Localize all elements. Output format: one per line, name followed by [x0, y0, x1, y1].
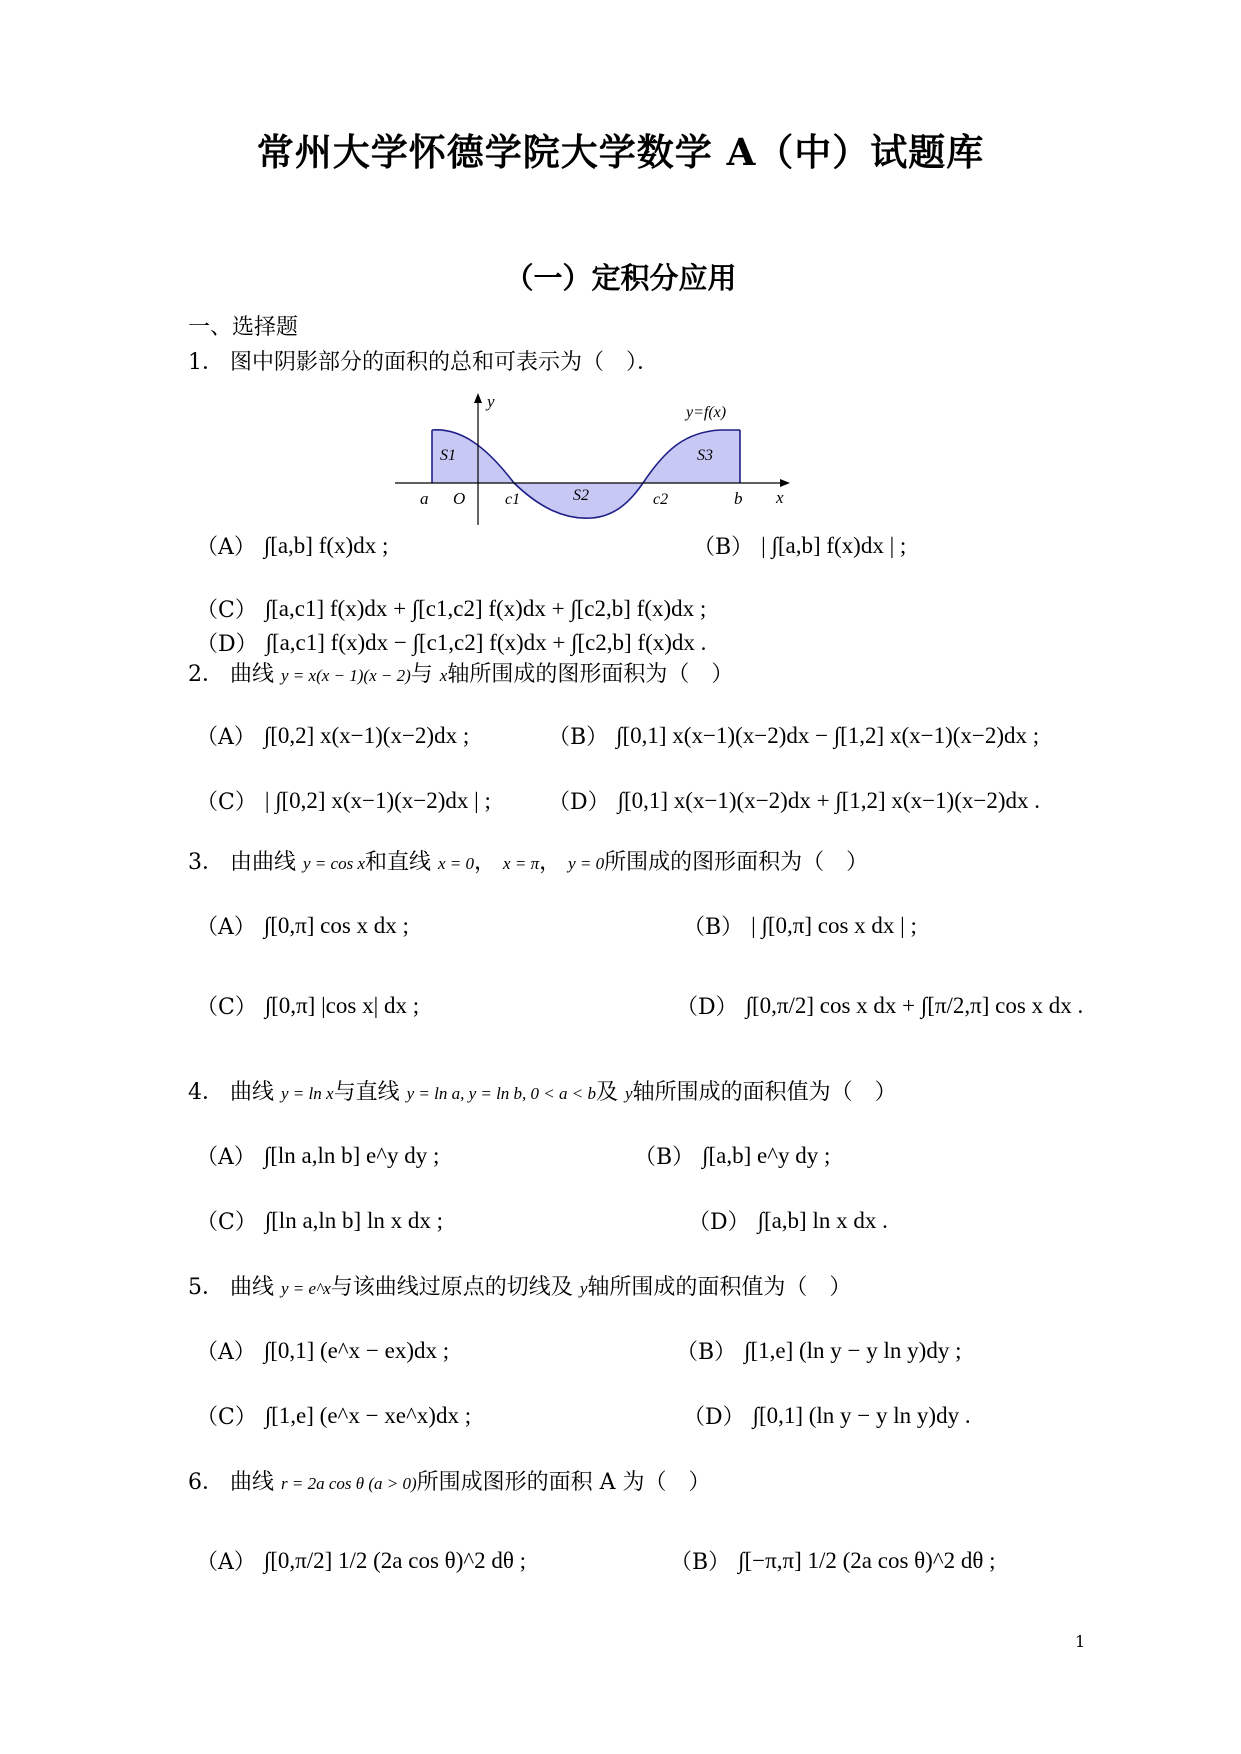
question-6: 6． 曲线 r = 2a cos θ (a > 0)所围成图形的面积 A 为（ ） [188, 1470, 711, 1495]
chapter-title: （一）定积分应用 [504, 261, 737, 295]
tick-b: b [734, 489, 743, 508]
question-3: 3． 由曲线 y = cos x和直线 x = 0， x = π， y = 0所围成的图形面积为（ ） [188, 850, 869, 875]
q4-option-a: （A） ∫[ln a,ln b] e^y dy ; [196, 1142, 440, 1170]
q1-option-d: （D） ∫[a,c1] f(x)dx − ∫[c1,c2] f(x)dx + ∫[c2,b] f(x)dx . [196, 629, 707, 657]
question-1 [188, 345, 659, 376]
region-s2-label: S2 [573, 487, 589, 504]
stem-math: y = x(x − 1)(x − 2) [281, 666, 411, 685]
q3-option-d: （D） ∫[0,π/2] cos x dx + ∫[π/2,π] cos x dx . [676, 992, 1084, 1020]
q5-option-d: （D） ∫[0,1] (ln y − y ln y)dy . [683, 1402, 971, 1430]
question-5: 5． 曲线 y = e^x与该曲线过原点的切线及 y轴所围成的面积值为（ ） [188, 1275, 852, 1300]
tick-c1: c1 [505, 491, 521, 508]
q4-option-b: （B） ∫[a,b] e^y dy ; [634, 1142, 831, 1170]
tick-a: a [420, 489, 429, 508]
y-axis-label: y [487, 392, 495, 411]
q6-option-a: （A） ∫[0,π/2] 1/2 (2a cos θ)^2 dθ ; [196, 1547, 527, 1575]
q5-option-a: （A） ∫[0,1] (e^x − ex)dx ; [196, 1337, 450, 1365]
q6-option-b: （B） ∫[−π,π] 1/2 (2a cos θ)^2 dθ ; [670, 1547, 996, 1575]
x-axis-label: x [776, 488, 784, 507]
q1-option-c: （C） ∫[a,c1] f(x)dx + ∫[c1,c2] f(x)dx + ∫[c2,b] f(x)dx ; [196, 595, 707, 623]
question-stem: 图中阴影部分的面积的总和可表示为（ ）． [230, 350, 660, 375]
page-number: 1 [1075, 1632, 1086, 1651]
question-2: 2． 曲线 y = x(x − 1)(x − 2)与 x轴所围成的图形面积为（ ） [188, 662, 734, 687]
q1-option-b: （B） | ∫[a,b] f(x)dx | ; [693, 532, 907, 560]
region-s3-label: S3 [697, 447, 713, 464]
q2-option-d: （D） ∫[0,1] x(x−1)(x−2)dx + ∫[1,2] x(x−1)(x−2)dx . [548, 787, 1041, 815]
q4-option-c: （C） ∫[ln a,ln b] ln x dx ; [196, 1207, 443, 1235]
q2-option-b: （B） ∫[0,1] x(x−1)(x−2)dx − ∫[1,2] x(x−1)(x−2)dx ; [548, 722, 1040, 750]
q3-option-b: （B） | ∫[0,π] cos x dx | ; [683, 912, 917, 940]
area-figure [390, 390, 810, 530]
region-s3 [643, 430, 740, 483]
curve-label: y=f(x) [686, 404, 727, 421]
question-4: 4． 曲线 y = ln x与直线 y = ln a, y = ln b, 0 < a < b及 y轴所围成的面积值为（ ） [188, 1080, 897, 1105]
document-title: 常州大学怀德学院大学数学 A（中）试题库 [256, 130, 985, 174]
q1-option-a: （A） ∫[a,b] f(x)dx ; [196, 532, 389, 560]
tick-origin: O [453, 489, 466, 508]
tick-c2: c2 [653, 491, 669, 508]
q5-option-b: （B） ∫[1,e] (ln y − y ln y)dy ; [676, 1337, 962, 1365]
q3-option-a: （A） ∫[0,π] cos x dx ; [196, 912, 409, 940]
region-s1-label: S1 [440, 447, 456, 464]
q2-option-c: （C） | ∫[0,2] x(x−1)(x−2)dx | ; [196, 787, 491, 815]
q4-option-d: （D） ∫[a,b] ln x dx . [688, 1207, 888, 1235]
section-heading: 一、选择题 [188, 315, 299, 340]
q5-option-c: （C） ∫[1,e] (e^x − xe^x)dx ; [196, 1402, 472, 1430]
q3-option-c: （C） ∫[0,π] |cos x| dx ; [196, 992, 420, 1020]
question-number: 1． [188, 350, 224, 375]
q2-option-a: （A） ∫[0,2] x(x−1)(x−2)dx ; [196, 722, 470, 750]
